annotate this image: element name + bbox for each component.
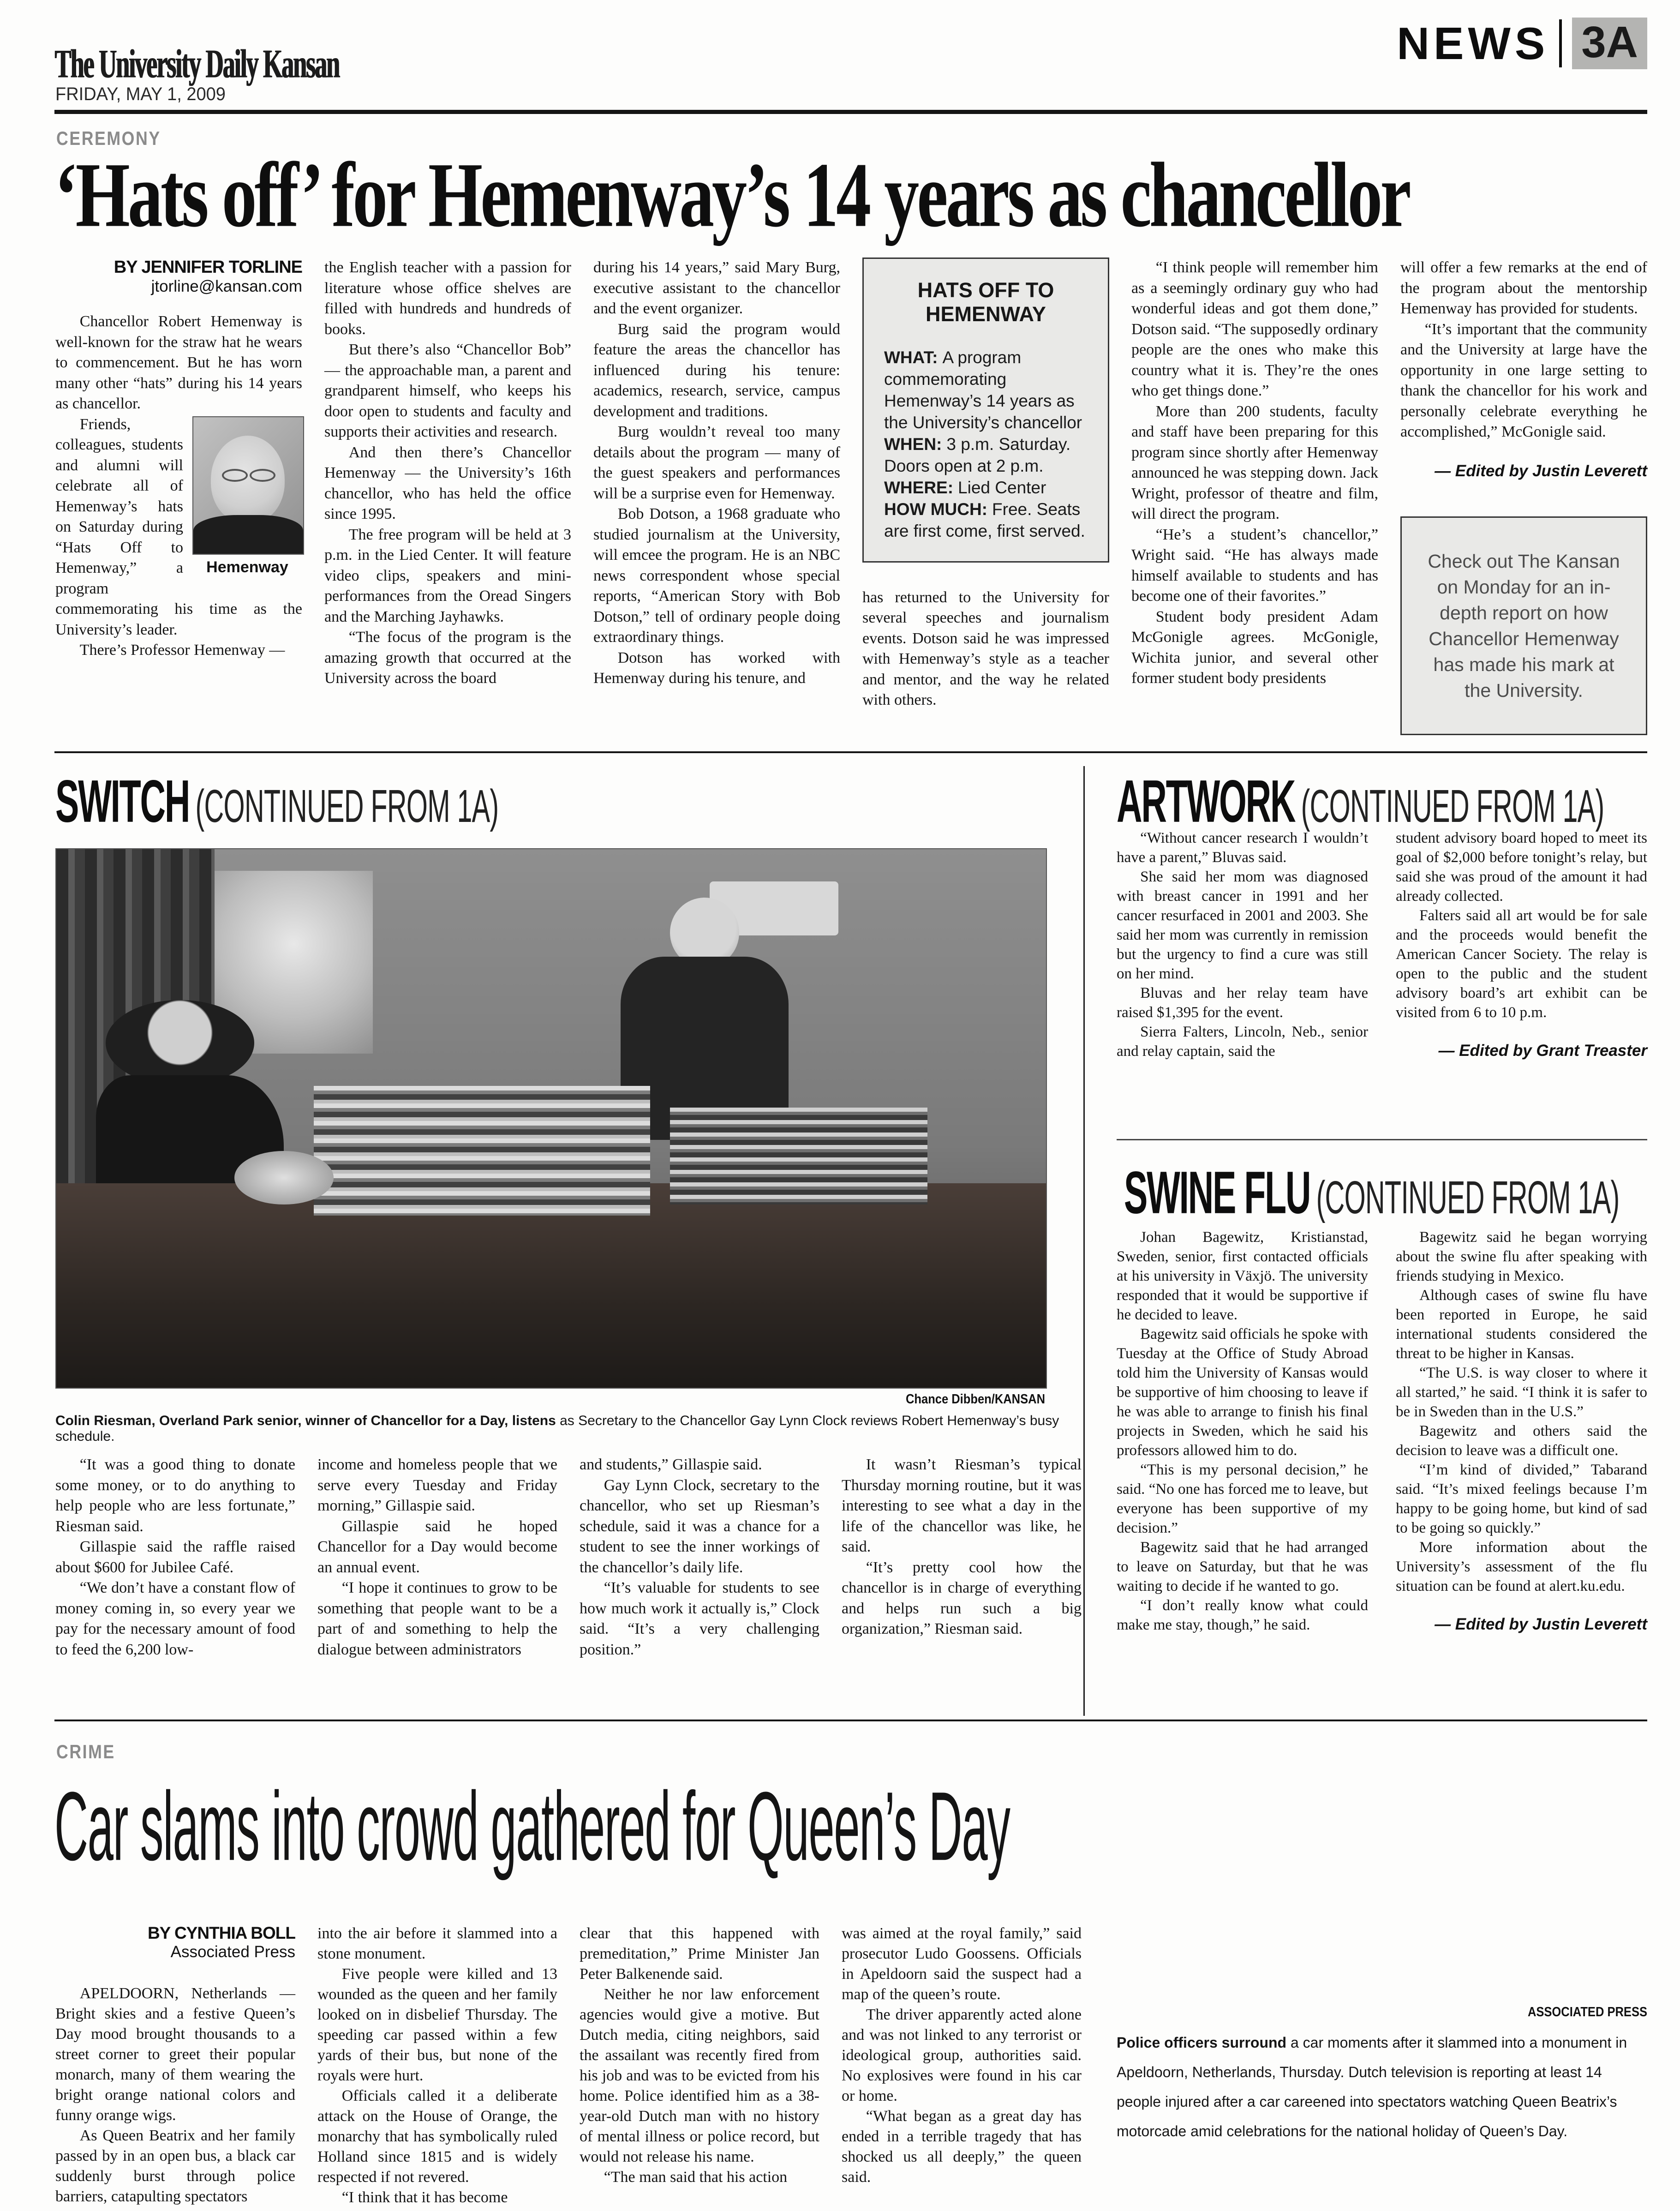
infobox-value: Lied Center	[958, 478, 1046, 497]
paragraph: But there’s also “Chancellor Bob” — the approachable man, a parent and grandparent himself, who keeps his door open to students and faculty and supports their activities and research.	[324, 341, 571, 440]
crime-col-2	[317, 1923, 557, 2208]
hemenway-headshot-block	[192, 416, 302, 576]
paragraph: “The U.S. is way closer to where it all started,” he said. “I think it is safer to be in Sweden than in the U.S.”	[1396, 1365, 1647, 1420]
globe-shape	[234, 1151, 334, 1205]
paragraph: “It’s pretty cool how the chancellor is in charge of everything and helps run such a big organization,” Riesman said.	[842, 1558, 1082, 1637]
switch-col-1	[55, 1455, 295, 1660]
paragraph: Burg said the program would feature the areas the chancellor has influenced during his tenure: academics, research, service, campus development and traditions.	[593, 320, 840, 420]
paragraph: Gay Lynn Clock, secretary to the chancellor, who set up Riesman’s schedule, said it was a chance for a student to see the inner workings of the chancellor’s daily life.	[580, 1476, 819, 1576]
edited-by-line: — Edited by Justin Leverett	[1435, 1615, 1647, 1633]
paragraph: Five people were killed and 13 wounded as the queen and her family looked on in disbelief Thursday. The speeding car passed within a few yards of their bus, but none of the royals were hurt.	[317, 1965, 557, 2084]
paragraph: Bluvas and her relay team have raised $1,395 for the event.	[1117, 985, 1368, 1021]
switch-title: SWITCH	[55, 768, 190, 835]
paragraph: And then there’s Chancellor Hemenway — the University’s 16th chancellor, who has held the office since 1995.	[324, 443, 571, 522]
paragraph: APELDOORN, Netherlands — Bright skies and a festive Queen’s Day mood brought thousands to a street corner to greet their popular monarch, many of them wearing the bright orange national colors and funny orange wigs.	[55, 1985, 295, 2124]
infobox-title: HATS OFF TO HEMENWAY	[917, 278, 1054, 326]
paragraph: “This is my personal decision,” he said. “No one has forced me to leave, but everyone has been supportive of my decision.”	[1117, 1462, 1368, 1536]
kansan-promo-box: Check out The Kansan on Monday for an in-depth report on how Chancellor Hemenway has made his mark at the University.	[1400, 516, 1647, 735]
section-label: NEWS	[1397, 18, 1549, 69]
book-stacks-shape	[670, 1108, 927, 1204]
ceremony-col-4	[862, 258, 1109, 741]
switch-columns	[55, 1455, 1082, 1660]
paragraph: Gillaspie said he hoped Chancellor for a Day would become an annual event.	[317, 1517, 557, 1576]
crime-col-1	[55, 1923, 295, 2208]
paragraph: “I think people will remember him as a seemingly ordinary guy who had wonderful ideas and got them done,” Dotson said. “The supposedly ordinary people are the ones who make this country what it is. They’re the ones who get things done.”	[1131, 259, 1378, 399]
paragraph: Bagewitz said officials he spoke with Tuesday at the Office of Study Abroad told him the University of Kansas would be supportive of him choosing to leave if he was able to arrange to finish his final projects in Sweden, which he said his professors allowed him to do.	[1117, 1326, 1368, 1459]
paragraph: “I don’t really know what could make me stay, though,” he said.	[1117, 1597, 1368, 1633]
paragraph: and students,” Gillaspie said.	[580, 1456, 762, 1473]
crime-col-4	[842, 1923, 1082, 2208]
paragraph: Dotson has worked with Hemenway during his tenure, and	[593, 649, 840, 687]
paragraph: income and homeless people that we serve every Tuesday and Friday morning,” Gillaspie said.	[317, 1456, 557, 1514]
infobox-label: HOW MUCH:	[884, 499, 988, 519]
edited-by-line: — Edited by Justin Leverett	[1435, 461, 1647, 480]
caption-rest: as Secretary to the Chancellor Gay Lynn Clock reviews Robert Hemenway’s busy schedule.	[55, 1413, 1059, 1444]
edited-by-line: — Edited by Grant Treaster	[1438, 1042, 1647, 1060]
paragraph: Bob Dotson, a 1968 graduate who studied journalism at the University, will emcee the program. He is an NBC news correspondent whose special reports, “American Story with Bob Dotson,” tell of ordinary people doing extraordinary things.	[593, 505, 840, 646]
event-infobox	[862, 258, 1109, 563]
artwork-columns	[1117, 828, 1647, 1061]
swineflu-title: SWINE FLU	[1124, 1159, 1310, 1227]
ceremony-byline: BY JENNIFER TORLINE	[114, 258, 302, 277]
infobox-value: 3 p.m. Saturday. Doors open at 2 p.m.	[884, 434, 1071, 475]
caption-rest: a car moments after it slammed into a monument in Apeldoorn, Netherlands, Thursday. Dutch television is reporting at least 14 people injured after a car careened into spectators watching Queen Beatrix’s motorcade amid celebrations for the national holiday of Queen’s Day.	[1117, 2034, 1627, 2139]
glasses-right	[250, 469, 275, 482]
paragraph: clear that this happened with premeditation,” Prime Minister Jan Peter Balkenende said.	[580, 1925, 819, 1983]
ceremony-col-5	[1131, 258, 1378, 741]
section-banner	[1397, 18, 1647, 69]
ceremony-col-6	[1400, 258, 1647, 741]
infobox-label: WHAT:	[884, 348, 938, 367]
glasses-left	[222, 469, 248, 482]
paragraph: “It’s valuable for students to see how much work it actually is,” Clock said. “It’s a very challenging position.”	[580, 1579, 819, 1658]
book-stacks-shape	[314, 1086, 650, 1215]
swineflu-columns	[1117, 1228, 1647, 1635]
paragraph: There’s Professor Hemenway —	[79, 641, 285, 659]
crime-photo-caption	[1117, 2028, 1647, 2146]
paragraph: It wasn’t Riesman’s typical Thursday morning routine, but it was interesting to see what a day in the life of the chancellor was like, he said.	[842, 1456, 1082, 1555]
switch-photo-caption	[55, 1413, 1082, 1444]
crime-byline: BY CYNTHIA BOLL	[147, 1923, 295, 1942]
infobox-item-what	[884, 347, 1088, 433]
person-left-shape	[106, 1000, 254, 1086]
kicker-crime: CRIME	[56, 1741, 115, 1762]
paragraph: More information about the University’s assessment of the flu situation can be found at alert.ku.edu.	[1396, 1539, 1647, 1594]
ceremony-headline: ‘Hats off’ for Hemenway’s 14 years as chancellor	[54, 144, 1409, 246]
dateline: FRIDAY, MAY 1, 2009	[55, 84, 226, 104]
infobox-item-where	[884, 477, 1088, 498]
section-divider-rule	[54, 751, 1647, 753]
switch-continued-label: (CONTINUED FROM 1A)	[195, 780, 499, 832]
masthead-logo: The University Daily Kansan	[54, 41, 339, 86]
switch-col-2	[317, 1455, 557, 1660]
paragraph: “I’m kind of divided,” Tabarand said. “It’s mixed feelings because I’m happy to be going home, but kind of sad to be going so quickly.”	[1396, 1462, 1647, 1536]
paragraph: Bagewitz said that he had arranged to leave on Saturday, but that he was waiting to decide if he wanted to go.	[1117, 1539, 1368, 1594]
artwork-section-header	[1117, 768, 1604, 835]
paragraph: “The focus of the program is the amazing growth that occurred at the University across the board	[324, 629, 571, 687]
paragraph: The driver apparently acted alone and was not linked to any terrorist or ideological group, authorities said. No explosives were found in his car or home.	[842, 2006, 1082, 2104]
paragraph: “He’s a student’s chancellor,” Wright said. “He has always made himself available to students and has become one of their favorites.”	[1131, 526, 1378, 605]
switch-office-photo	[55, 848, 1047, 1389]
headshot-caption: Hemenway	[206, 558, 288, 576]
artwork-title: ARTWORK	[1117, 768, 1295, 835]
artwork-col-2	[1396, 828, 1647, 1061]
paragraph: student advisory board hoped to meet its goal of $2,000 before tonight’s relay, but said she was proud of the amount it had already collected.	[1396, 830, 1647, 905]
paragraph: “What began as a great day has ended in a terrible tragedy that has shocked us all deeply,” the queen said.	[842, 2108, 1082, 2186]
paragraph: was aimed at the royal family,” said prosecutor Ludo Goossens. Officials in Apeldoorn said the suspect had a map of the queen’s route.	[842, 1925, 1082, 2003]
paragraph: “I think that it has become	[341, 2189, 508, 2206]
paragraph: will offer a few remarks at the end of the program about the mentorship Hemenway has provided for students.	[1400, 259, 1647, 317]
ceremony-col-1	[55, 258, 302, 741]
paragraph: “Without cancer research I wouldn’t have a parent,” Bluvas said.	[1117, 830, 1368, 866]
infobox-item-howmuch	[884, 498, 1088, 542]
paragraph: Burg wouldn’t reveal too many details about the program — many of the guest speakers and performances will be a surprise even for Hemenway.	[593, 423, 840, 502]
section-divider-bar	[1559, 19, 1562, 67]
paragraph: Bagewitz said he began worrying about the swine flu after speaking with friends studying in Mexico.	[1396, 1229, 1647, 1284]
paragraph: “It’s important that the community and the University at large have the opportunity in one large setting to thank the chancellor for his work and personally celebrate everything he accomplished,” McGonigle said.	[1400, 320, 1647, 440]
swineflu-col-1	[1117, 1228, 1368, 1635]
header-rule	[54, 110, 1647, 114]
ceremony-byline-email: jtorline@kansan.com	[151, 277, 302, 295]
switch-col-3	[580, 1455, 819, 1660]
paragraph: Gillaspie said the raffle raised about $600 for Jubilee Café.	[55, 1538, 295, 1576]
crime-col-3	[580, 1923, 819, 2208]
paragraph: More than 200 students, faculty and staff have been preparing for this program since shortly after Hemenway announced he was stepping down. Jack Wright, professor of theatre and film, will direct the program.	[1131, 402, 1378, 522]
caption-lead: Colin Riesman, Overland Park senior, winner of Chancellor for a Day, listens	[55, 1413, 556, 1428]
infobox-label: WHERE:	[884, 478, 954, 497]
kicker-ceremony: CEREMONY	[56, 127, 161, 149]
face-shape	[211, 436, 285, 523]
switch-section-header	[55, 768, 499, 835]
infobox-value: Free. Seats are first come, first served.	[884, 499, 1085, 540]
crime-byline-org: Associated Press	[170, 1943, 295, 1961]
paragraph: “It was a good thing to donate some money, or to do anything to help people who are less fortunate,” Riesman said.	[55, 1456, 295, 1535]
paragraph: “The man said that his action	[604, 2169, 788, 2186]
swineflu-section-header	[1124, 1159, 1620, 1227]
paragraph: “We don’t have a constant flow of money coming in, so every year we pay for the necessary amount of food to feed the 6,200 low-	[55, 1579, 295, 1658]
paragraph: Chancellor Robert Hemenway is well-known for the straw hat he wears to commencement. But he has worn many other “hats” during his 14 years as chancellor.	[55, 313, 302, 412]
artwork-col-1	[1117, 828, 1368, 1061]
artwork-continued-label: (CONTINUED FROM 1A)	[1301, 780, 1604, 832]
caption-lead: Police officers surround	[1117, 2034, 1287, 2051]
paragraph: Officials called it a deliberate attack on the House of Orange, the monarchy that has symbolically ruled Holland since 1815 and is widely respected if not revered.	[317, 2087, 557, 2186]
paragraph: during his 14 years,” said Mary Burg, executive assistant to the chancellor and the event organizer.	[593, 259, 840, 317]
swineflu-col-2	[1396, 1228, 1647, 1635]
paragraph: Student body president Adam McGonigle agrees. McGonigle, Wichita junior, and several other former student body presidents	[1131, 608, 1378, 687]
paragraph: Bagewitz and others said the decision to leave was a difficult one.	[1396, 1423, 1647, 1459]
crime-headline: Car slams into crowd gathered for Queen’s Day	[54, 1772, 1010, 1881]
paragraph: the English teacher with a passion for literature whose office shelves are filled with hundreds and hundreds of books.	[324, 259, 571, 338]
paragraph: has returned to the University for several speeches and journalism events. Dotson said he was impressed with Hemenway’s style as a teacher and mentor, and the way he related with others.	[862, 588, 1109, 708]
swineflu-continued-label: (CONTINUED FROM 1A)	[1316, 1171, 1620, 1223]
vertical-column-rule	[1083, 766, 1085, 1716]
paragraph: Neither he nor law enforcement agencies would give a motive. But Dutch media, citing neighbors, said the assailant was recently fired from his job and was to be evicted from his home. Police identified him as a 38-year-old Dutch man with no history of mental illness or police record, but would not release his name.	[580, 1986, 819, 2165]
paragraph: The free program will be held at 3 p.m. in the Lied Center. It will feature video clips, speakers and mini-performances from the Oread Singers and the Marching Jayhawks.	[324, 526, 571, 625]
ceremony-col-3	[593, 258, 840, 741]
infobox-value: A program commemorating Hemenway’s 14 years as the University’s chancellor	[884, 348, 1082, 432]
paragraph: She said her mom was diagnosed with breast cancer in 1991 and her cancer resurfaced in 2001 and 2003. She said her mom was currently in remission but the urgency to find a cure was still on her mind.	[1117, 869, 1368, 982]
switch-photo-credit: Chance Dibben/KANSAN	[905, 1392, 1045, 1407]
suit-shape	[193, 515, 303, 554]
paragraph: “I hope it continues to grow to be something that people want to be a part of and something to help the dialogue between administrators	[317, 1579, 557, 1658]
switch-col-4	[842, 1455, 1082, 1660]
paragraph: Friends, colleagues, students and alumni will celebrate all of Hemenway’s hats on Saturday during “Hats Off to Hemenway,” a program commemorating his time as the University’s leader.	[55, 415, 302, 638]
swineflu-divider-rule	[1117, 1139, 1647, 1140]
paragraph: into the air before it slammed into a stone monument.	[317, 1925, 557, 1962]
infobox-item-when	[884, 433, 1088, 477]
hemenway-headshot-photo	[192, 416, 304, 555]
paragraph: Falters said all art would be for sale and the proceeds would benefit the American Cancer Society. The relay is open to the public and the student advisory board’s art exhibit can be visited from 6 to 10 p.m.	[1396, 907, 1647, 1021]
page-number-badge: 3A	[1572, 18, 1647, 69]
paragraph: Although cases of swine flu have been reported in Europe, he said international students considered the threat to be higher in Kansas.	[1396, 1287, 1647, 1362]
paragraph: As Queen Beatrix and her family passed by in an open bus, a black car suddenly burst through police barriers, catapulting spectators	[55, 2127, 295, 2205]
crime-photo-credit: ASSOCIATED PRESS	[1527, 2005, 1647, 2019]
infobox-label: WHEN:	[884, 434, 942, 454]
ceremony-columns	[55, 258, 1647, 741]
paragraph: Johan Bagewitz, Kristianstad, Sweden, senior, first contacted officials at his university in Växjö. The university responded that it would be supportive if he decided to leave.	[1117, 1229, 1368, 1323]
crime-divider-rule	[54, 1720, 1647, 1721]
ceremony-col-2	[324, 258, 571, 741]
paragraph: Sierra Falters, Lincoln, Neb., senior and relay captain, said the	[1117, 1024, 1368, 1060]
crime-columns	[55, 1923, 1082, 2208]
